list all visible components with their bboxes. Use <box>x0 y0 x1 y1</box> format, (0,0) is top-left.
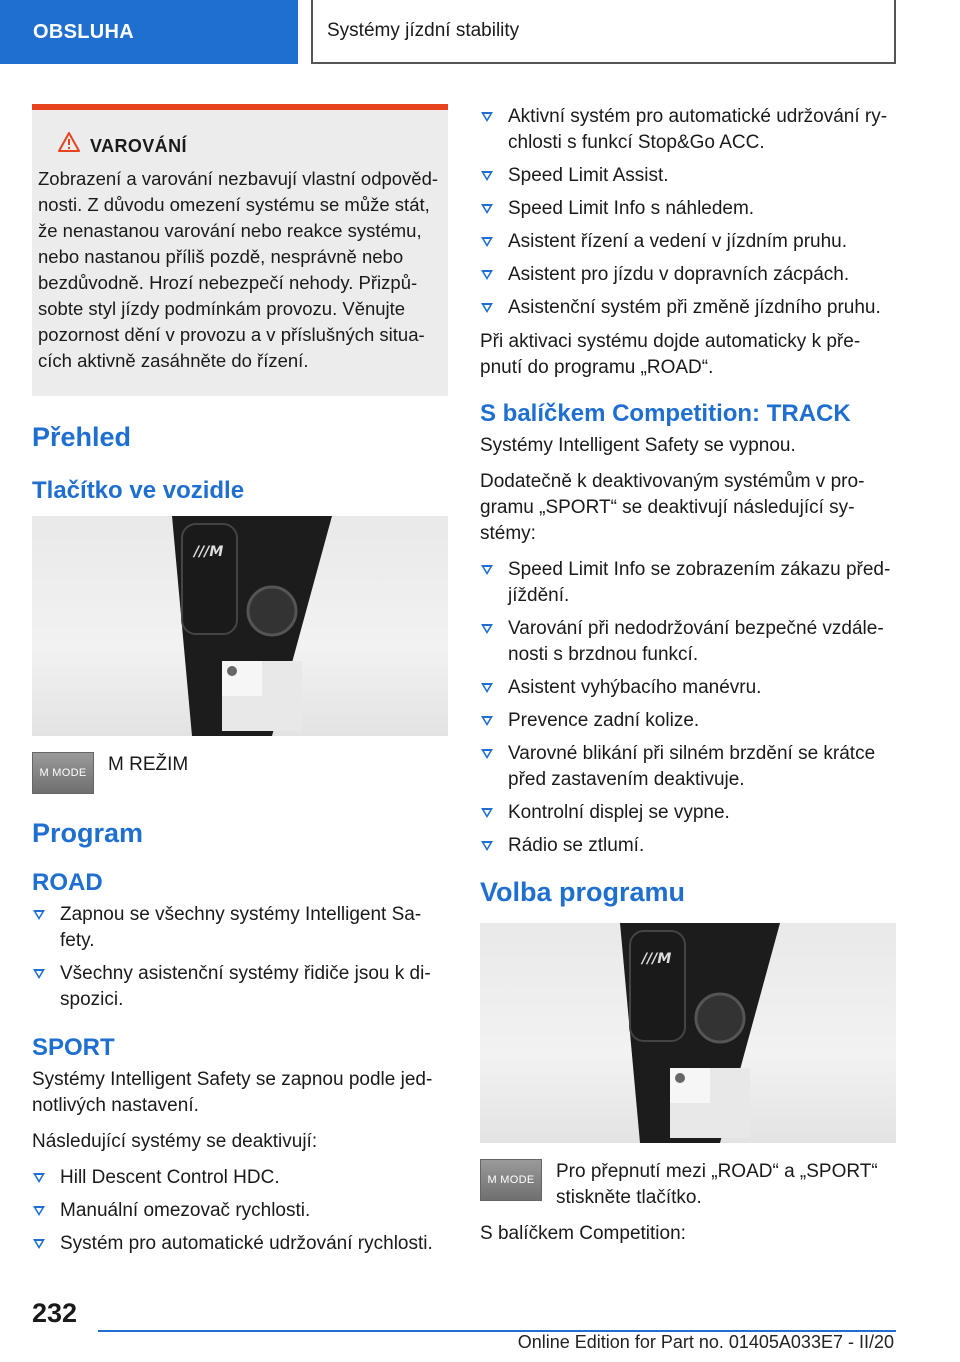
list-item: Speed Limit Info se zobrazením zákazu předjíždění. <box>480 557 896 609</box>
console-photo <box>480 923 896 1143</box>
sport-list-left <box>32 1165 448 1257</box>
program-heading: Program <box>32 818 144 848</box>
m-mode-button-icon: M MODE <box>32 752 94 794</box>
m-mode-button-icon: M MODE <box>480 1159 542 1201</box>
list-item: Prevence zadní kolize. <box>480 708 896 734</box>
list-item: Všechny asistenční systémy řidiče jsou k dispozici. <box>32 961 448 1013</box>
page-number: 232 <box>32 1298 78 1328</box>
track-heading: S balíčkem Competition: TRACK <box>480 400 851 427</box>
track-paragraph: Systémy Intelligent Safety se vypnou. <box>480 435 796 456</box>
list-item: Speed Limit Info s náhledem. <box>480 196 896 222</box>
list-item: Zapnou se všechny systémy Intelligent Safety. <box>32 902 448 954</box>
track-list <box>480 557 896 859</box>
list-item: Varovné blikání při silném brzdění se krátce před zastavením deaktivuje. <box>480 741 896 793</box>
list-item: Asistent řízení a vedení v jízdním pruhu. <box>480 229 896 255</box>
road-heading: ROAD <box>32 869 103 896</box>
track-paragraph: Dodatečně k deaktivovaným systémům v programu „SPORT“ se deaktivují následující systémy: <box>480 471 865 544</box>
list-item: Hill Descent Control HDC. <box>32 1165 448 1191</box>
left-column <box>32 104 448 1271</box>
road-list <box>32 902 448 1013</box>
list-item: Rádio se ztlumí. <box>480 833 896 859</box>
list-item: Kontrolní displej se vypne. <box>480 800 896 826</box>
right-column <box>480 104 896 1257</box>
console-photo <box>32 516 448 736</box>
svg-text:///M: ///M <box>194 544 224 560</box>
warning-title: VAROVÁNÍ <box>90 136 187 156</box>
warning-box <box>32 104 448 396</box>
chapter-title: Systémy jízdní stability <box>311 0 896 64</box>
sport-paragraph: Následující systémy se deaktivují: <box>32 1131 318 1152</box>
sport-list-right <box>480 104 896 321</box>
list-item: Systém pro automatické udržování rychlosti. <box>32 1231 448 1257</box>
section-tab: OBSLUHA <box>0 0 298 64</box>
selection-heading: Volba programu <box>480 877 686 907</box>
warning-triangle-icon <box>58 132 80 160</box>
list-item: Manuální omezovač rychlosti. <box>32 1198 448 1224</box>
sport-paragraph: Při aktivaci systému dojde automaticky k přepnutí do programu „ROAD“. <box>480 331 861 378</box>
selection-paragraph: S balíčkem Competition: <box>480 1223 686 1244</box>
sport-paragraph: Systémy Intelligent Safety se zapnou podle jednotlivých nastavení. <box>32 1069 433 1116</box>
overview-heading: Přehled <box>32 422 132 452</box>
svg-text:///M: ///M <box>642 951 672 967</box>
button-heading: Tlačítko ve vozidle <box>32 477 245 504</box>
sport-heading: SPORT <box>32 1034 115 1061</box>
list-item: Asistenční systém při změně jízdního pruhu. <box>480 295 896 321</box>
list-item: Speed Limit Assist. <box>480 163 896 189</box>
list-item: Asistent vyhýbacího manévru. <box>480 675 896 701</box>
warning-text: Zobrazení a varování nezbavují vlastní odpovědnosti. Z důvodu omezení systému se může stát, že nenastanou varování nebo reakce systému, nebo nastanou příliš pozdě, nesprávně nebo bezdůvodně. Hrozí nebezpečí nehody. Přizpůsobte styl jízdy podmínkám provozu. Věnujte pozornost dění v provozu a v příslušných situacích aktivně zasáhněte do řízení. <box>38 168 439 371</box>
list-item: Varování při nedodržování bezpečné vzdálenosti s brzdnou funkcí. <box>480 616 896 668</box>
m-mode-instruction: Pro přepnutí mezi „ROAD“ a „SPORT“ stiskněte tlačítko. <box>556 1161 878 1208</box>
footer-edition: Online Edition for Part no. 01405A033E7 - II/20 <box>517 1332 894 1352</box>
list-item: Asistent pro jízdu v dopravních zácpách. <box>480 262 896 288</box>
list-item: Aktivní systém pro automatické udržování rychlosti s funkcí Stop&Go ACC. <box>480 104 896 156</box>
m-mode-label: M REŽIM <box>108 754 189 775</box>
